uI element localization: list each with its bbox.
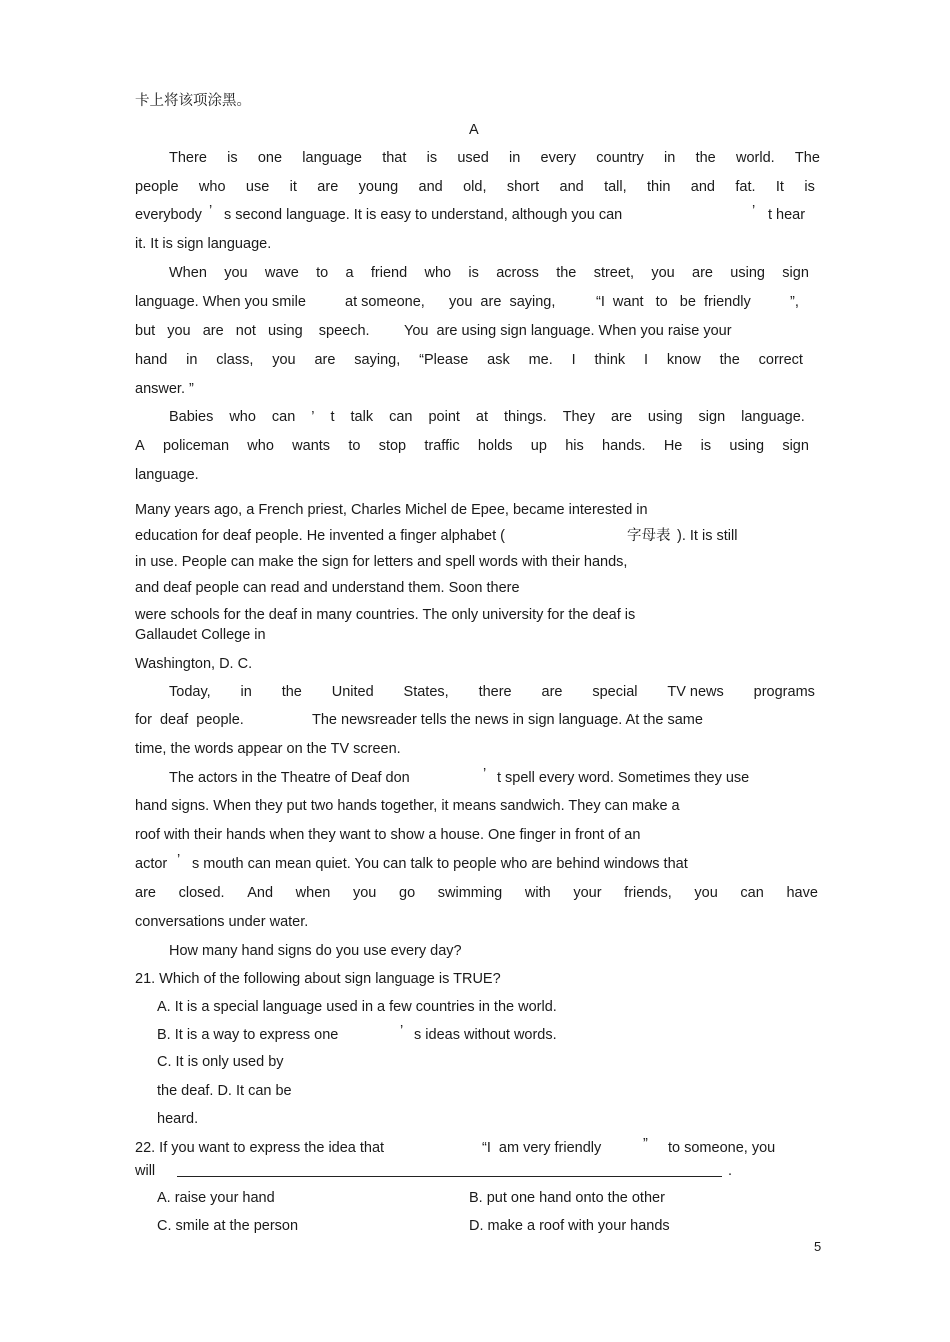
word: talk [350, 409, 374, 425]
p4-line-4: and deaf people can read and understand them. Soon there [135, 580, 520, 596]
word: it [289, 179, 297, 195]
word: I [571, 352, 576, 368]
p4-line-5: were schools for the deaf in many countries. The only university for the deaf is [135, 607, 636, 623]
p2-line-2d: “I want to be friendly [596, 294, 751, 310]
word: They [562, 409, 595, 425]
q21-option-d-rest: heard. [157, 1111, 199, 1127]
word: country [596, 150, 644, 166]
p6-line-6: conversations under water. [135, 914, 309, 930]
word: things. [503, 409, 547, 425]
word: the [556, 265, 577, 281]
word: saying, [354, 352, 401, 368]
word: thin [647, 179, 671, 195]
word: United [331, 684, 374, 700]
p3-line-1 [169, 408, 805, 426]
word: He [663, 438, 683, 454]
word: you [352, 885, 377, 901]
word: swimming [437, 885, 503, 901]
p5-line-3: time, the words appear on the TV screen. [135, 741, 401, 757]
p2-line-2a: language. When you smile [135, 294, 306, 310]
section-label: A [469, 122, 479, 138]
word: who [229, 409, 256, 425]
word: when [295, 885, 331, 901]
word: up [530, 438, 547, 454]
p3-line-2 [135, 437, 809, 455]
p2-line-3b: You are using sign language. When you raise your [404, 323, 732, 339]
p6-line-3: roof with their hands when they want to show a house. One finger in front of an [135, 827, 641, 843]
word: And [247, 885, 274, 901]
word: friend [370, 265, 408, 281]
word: traffic [424, 438, 460, 454]
word: hands. [602, 438, 646, 454]
p4-line-2c: ). It is still [677, 528, 738, 544]
p4-line-6: Gallaudet College in [135, 627, 266, 643]
p2-line-3a: but you are not using speech. [135, 323, 370, 339]
word: language. [741, 409, 805, 425]
word: think [594, 352, 626, 368]
word: hand [135, 352, 168, 368]
word: are [541, 684, 563, 700]
p6-line-5 [135, 884, 818, 902]
word: is [426, 150, 438, 166]
word: in [509, 150, 521, 166]
p2-line-5: answer. ” [135, 381, 194, 397]
word: have [786, 885, 818, 901]
p4-line-2b: 字母表 [627, 528, 671, 544]
p4-line-2a: education for deaf people. He invented a finger alphabet ( [135, 528, 506, 544]
word: you [694, 885, 718, 901]
word: It [775, 179, 784, 195]
word: States, [403, 684, 449, 700]
word: who [424, 265, 452, 281]
p1-line-3-apos: ’ [209, 203, 213, 219]
word: correct [758, 352, 803, 368]
word: policeman [162, 438, 230, 454]
word: who [247, 438, 274, 454]
word: and [690, 179, 715, 195]
p5-line-2b: The newsreader tells the news in sign language. At the same [312, 712, 703, 728]
q22-option-d: D. make a roof with your hands [469, 1218, 670, 1234]
word: short [506, 179, 540, 195]
word: closed. [178, 885, 225, 901]
word: are [610, 409, 632, 425]
word: friends, [624, 885, 672, 901]
p6-line-4a: actor [135, 856, 168, 872]
answer-blank-line[interactable] [177, 1176, 722, 1177]
word: know [666, 352, 701, 368]
word: with [524, 885, 551, 901]
q22-will: will [135, 1163, 156, 1179]
word: sign [782, 438, 809, 454]
word: street, [593, 265, 634, 281]
word: is [700, 438, 712, 454]
q22-period: . [728, 1163, 733, 1179]
word: programs [753, 684, 815, 700]
word: using [730, 265, 765, 281]
word: are [314, 352, 336, 368]
word: can [740, 885, 764, 901]
p4-line-1: Many years ago, a French priest, Charles Michel de Epee, became interested in [135, 502, 648, 518]
word: are [692, 265, 713, 281]
word: to [348, 438, 361, 454]
q22-stem-2: “I am very friendly [482, 1140, 602, 1156]
word: class, [216, 352, 254, 368]
q21-option-c-d: the deaf. D. It can be [157, 1083, 292, 1099]
p4-line-7: Washington, D. C. [135, 656, 253, 672]
p2-line-1 [169, 264, 809, 282]
q21-option-b-rest: s ideas without words. [414, 1027, 557, 1043]
word: there [478, 684, 512, 700]
word: Today, [169, 684, 211, 700]
word: in [186, 352, 198, 368]
p6-line-4-apos: ’ [177, 852, 181, 868]
word: people [135, 179, 179, 195]
p1-line-2 [135, 178, 815, 196]
word: world. [735, 150, 775, 166]
word: your [573, 885, 602, 901]
p2-line-2b: at someone, [345, 294, 425, 310]
q22-option-a: A. raise your hand [157, 1190, 275, 1206]
p2-line-4 [135, 351, 803, 369]
p6-line-1c: t spell every word. Sometimes they use [497, 770, 750, 786]
word: is [804, 179, 815, 195]
word: that [382, 150, 407, 166]
word: me. [528, 352, 553, 368]
word: old, [463, 179, 487, 195]
word: language [302, 150, 362, 166]
word: “Please [419, 352, 469, 368]
word: and [559, 179, 584, 195]
page-number: 5 [814, 1239, 822, 1254]
p1-line-3c: s second language. It is easy to understand, although you can [224, 207, 623, 223]
word: you [651, 265, 675, 281]
p1-line-3e: t hear [768, 207, 806, 223]
word: in [664, 150, 676, 166]
word: using [647, 409, 683, 425]
word: is [468, 265, 479, 281]
word: at [475, 409, 488, 425]
word: the [719, 352, 740, 368]
word: can [271, 409, 296, 425]
p2-line-2c: you are saying, [449, 294, 556, 310]
p1-line-3-apos-2: ’ [752, 203, 756, 219]
word: who [198, 179, 226, 195]
header-line: 卡上将该项涂黑。 [135, 93, 251, 109]
q22-stem-1: 22. If you want to express the idea that [135, 1140, 385, 1156]
word: used [457, 150, 489, 166]
p7-line: How many hand signs do you use every day? [169, 943, 462, 959]
word: you [272, 352, 296, 368]
word: stop [378, 438, 407, 454]
word: using [729, 438, 765, 454]
word: one [257, 150, 283, 166]
q21-option-a: A. It is a special language used in a few countries in the world. [157, 999, 557, 1015]
word: sign [698, 409, 726, 425]
q21-stem: 21. Which of the following about sign language is TRUE? [135, 971, 501, 987]
p6-line-1a: The actors in the Theatre of Deaf don [169, 770, 410, 786]
q22-stem-3: ” [643, 1136, 648, 1152]
p4-line-3: in use. People can make the sign for letters and spell words with their hands, [135, 554, 628, 570]
q21-option-b-apos: ’ [400, 1023, 404, 1039]
word: to [316, 265, 329, 281]
word: When [169, 265, 207, 281]
word: wave [264, 265, 299, 281]
word: his [565, 438, 584, 454]
word: can [389, 409, 413, 425]
p2-line-2e: ”, [790, 294, 799, 310]
word: fat. [735, 179, 756, 195]
word: are [135, 885, 156, 901]
word: use [245, 179, 270, 195]
p6-line-1-apos: ’ [483, 766, 487, 782]
word: across [496, 265, 539, 281]
word: young [358, 179, 399, 195]
word: ’ [311, 409, 315, 425]
p1-line-4: it. It is sign language. [135, 236, 272, 252]
word: tall, [604, 179, 627, 195]
q22-stem-4: to someone, you [668, 1140, 776, 1156]
word: are [317, 179, 339, 195]
q21-option-c: C. It is only used by [157, 1054, 284, 1070]
word: ask [487, 352, 510, 368]
word: you [224, 265, 248, 281]
p1-line-1 [169, 149, 820, 167]
p3-line-3: language. [135, 467, 199, 483]
word: sign [782, 265, 809, 281]
word: is [227, 150, 238, 166]
p5-line-1 [169, 683, 815, 701]
word: The [794, 150, 820, 166]
word: TV news [667, 684, 724, 700]
word: a [345, 265, 354, 281]
word: t [330, 409, 335, 425]
word: A [135, 438, 145, 454]
word: holds [477, 438, 513, 454]
word: and [418, 179, 443, 195]
word: the [695, 150, 716, 166]
word: point [428, 409, 460, 425]
word: Babies [169, 409, 214, 425]
word: wants [292, 438, 331, 454]
word: every [540, 150, 577, 166]
p6-line-2: hand signs. When they put two hands together, it means sandwich. They can make a [135, 798, 680, 814]
word: go [399, 885, 416, 901]
q22-option-c: C. smile at the person [157, 1218, 299, 1234]
p5-line-2a: for deaf people. [135, 712, 244, 728]
word: the [281, 684, 302, 700]
word: in [240, 684, 252, 700]
p1-line-3a: everybody [135, 207, 202, 223]
word: special [592, 684, 638, 700]
word: There [169, 150, 207, 166]
q21-option-b: B. It is a way to express one [157, 1027, 339, 1043]
p6-line-4c: s mouth can mean quiet. You can talk to people who are behind windows that [192, 856, 688, 872]
word: I [644, 352, 649, 368]
q22-option-b: B. put one hand onto the other [469, 1190, 665, 1206]
